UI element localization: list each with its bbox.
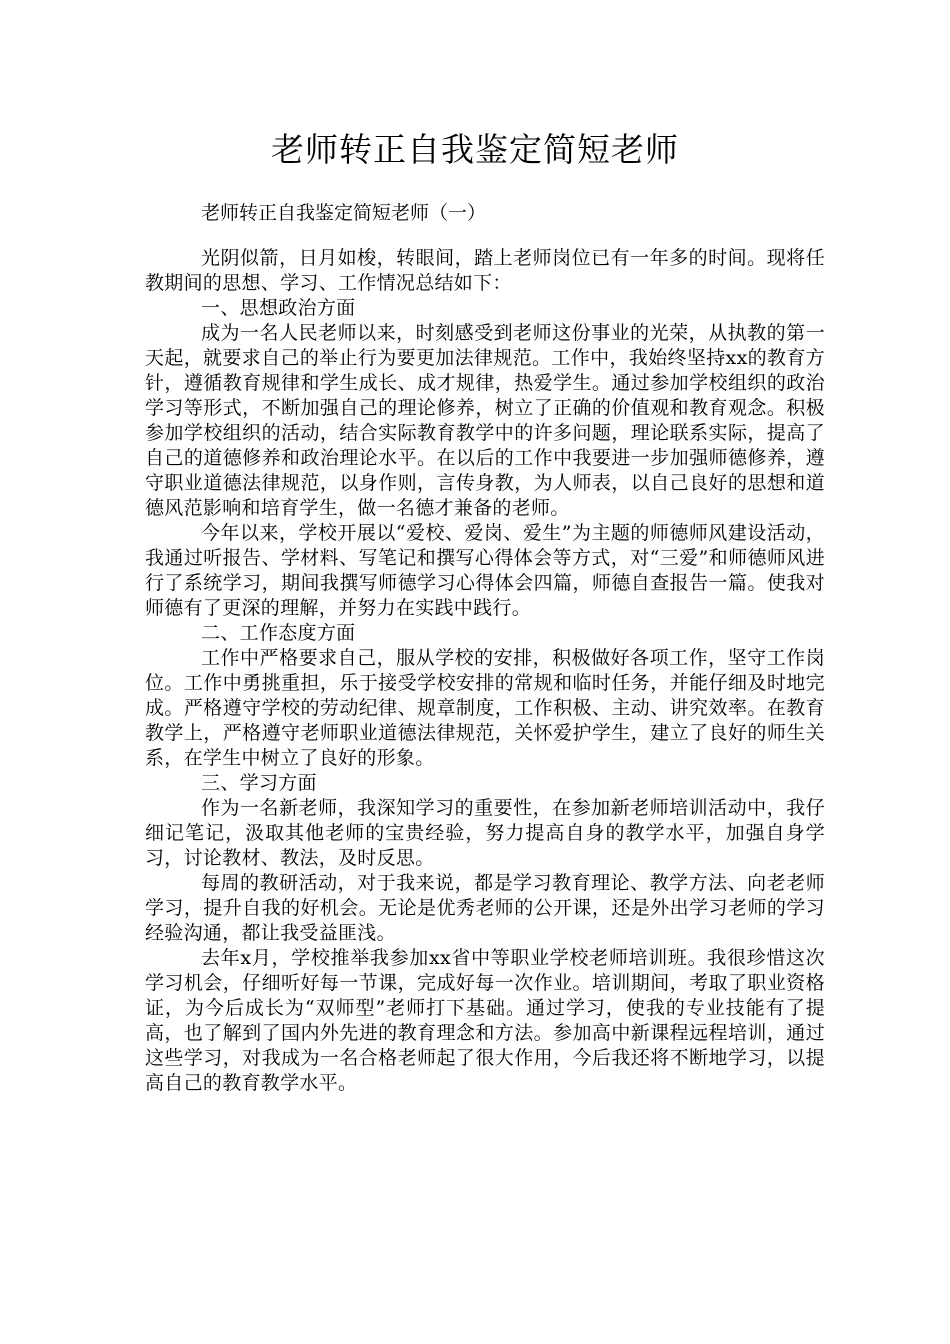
section-heading-politics: 一、思想政治方面 — [201, 297, 356, 319]
paragraph-attitude: 工作中严格要求自己，服从学校的安排，积极做好各项工作，坚守工作岗位。工作中勇挑重担，乐于接受学校安排的常规和临时任务，并能仔细及时地完成。严格遵守学校的劳动纪律、规章制度，工作积极、主动、讲究效率。在教育教学上，严格遵守老师职业道德法律规范，关怀爱护学生，建立了良好的师生关系，在学生中树立了良好的形象。 — [145, 647, 825, 769]
paragraph-study-2: 每周的教研活动，对于我来说，都是学习教育理论、教学方法、向老老师学习，提升自我的好机会。无论是优秀老师的公开课，还是外出学习老师的学习经验沟通，都让我受益匪浅。 — [145, 872, 825, 944]
paragraph-intro: 光阴似箭，日月如梭，转眼间，踏上老师岗位已有一年多的时间。现将任教期间的思想、学习、工作情况总结如下： — [145, 247, 825, 294]
paragraph-study-1: 作为一名新老师，我深知学习的重要性，在参加新老师培训活动中，我仔细记笔记，汲取其他老师的宝贵经验，努力提高自身的教学水平，加强自身学习，讨论教材、教法，及时反思。 — [145, 797, 825, 869]
document-body — [145, 246, 825, 1096]
document-subtitle: 老师转正自我鉴定简短老师（一） — [201, 202, 487, 224]
section-heading-attitude: 二、工作态度方面 — [201, 622, 356, 644]
paragraph-politics: 成为一名人民老师以来，时刻感受到老师这份事业的光荣，从执教的第一天起，就要求自己的举止行为要更加法律规范。工作中，我始终坚持xx的教育方针，遵循教育规律和学生成长、成才规律，热爱学生。通过参加学校组织的政治学习等形式，不断加强自己的理论修养，树立了正确的价值观和教育观念。积极参加学校组织的活动，结合实际教育教学中的许多问题，理论联系实际，提高了自己的道德修养和政治理论水平。在以后的工作中我要进一步加强师德修养，遵守职业道德法律规范，以身作则，言传身教，为人师表，以自己良好的思想和道德风范影响和培育学生，做一名德才兼备的老师。 — [145, 322, 825, 519]
paragraph-ethics: 今年以来，学校开展以“爱校、爱岗、爱生”为主题的师德师风建设活动，我通过听报告、学材料、写笔记和撰写心得体会等方式，对“三爱”和师德师风进行了系统学习，期间我撰写师德学习心得体会四篇，师德自查报告一篇。使我对师德有了更深的理解，并努力在实践中践行。 — [145, 522, 825, 619]
document-title: 老师转正自我鉴定简短老师 — [271, 130, 679, 169]
section-heading-study: 三、学习方面 — [201, 772, 317, 794]
paragraph-study-3: 去年x月，学校推举我参加xx省中等职业学校老师培训班。我很珍惜这次学习机会，仔细听好每一节课，完成好每一次作业。培训期间，考取了职业资格证，为今后成长为“双师型”老师打下基础。通过学习，使我的专业技能有了提高，也了解到了国内外先进的教育理念和方法。参加高中新课程远程培训，通过这些学习，对我成为一名合格老师起了很大作用，今后我还将不断地学习，以提高自己的教育教学水平。 — [145, 947, 825, 1094]
